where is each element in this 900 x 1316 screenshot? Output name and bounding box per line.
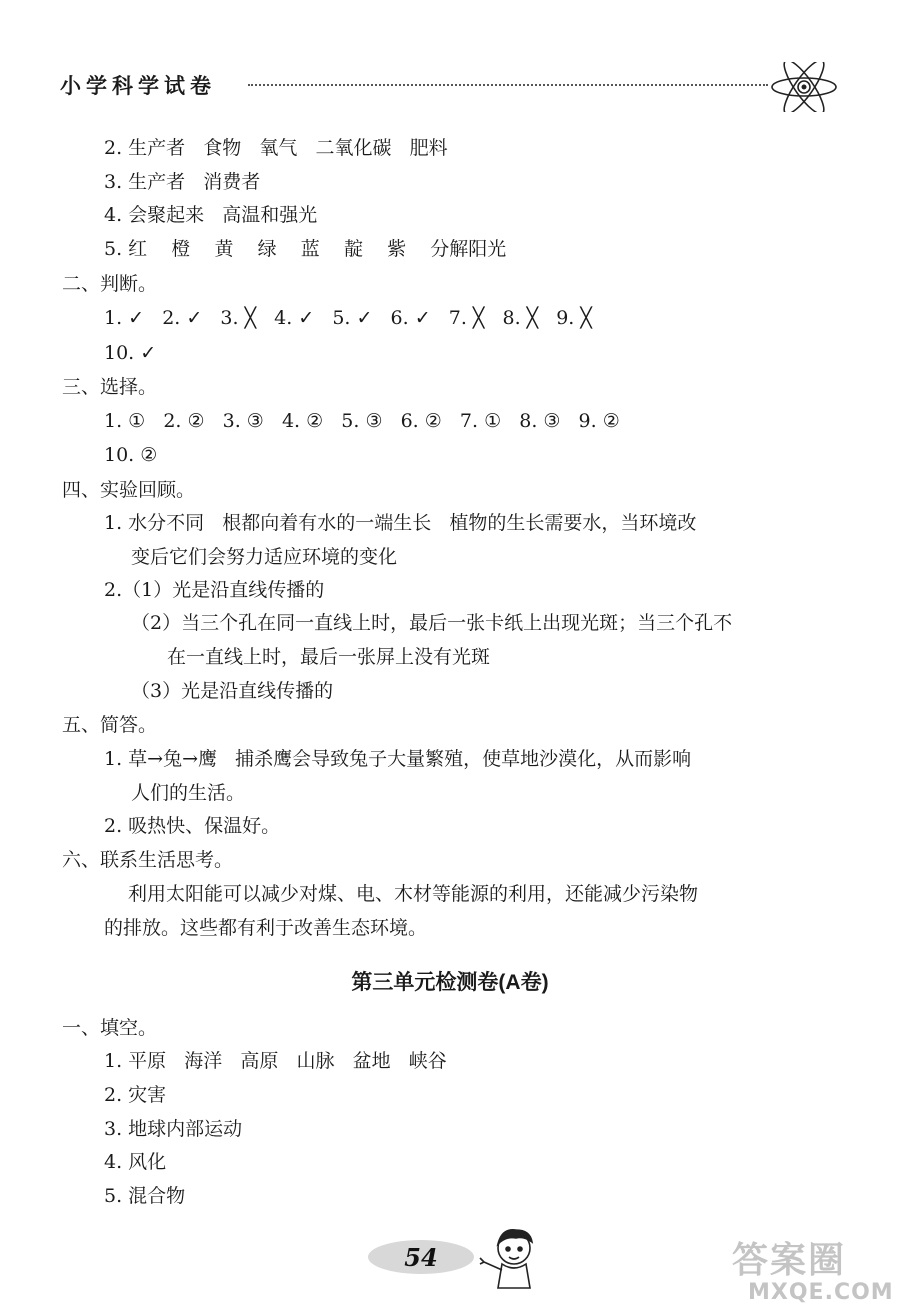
answer-paragraph: 的排放。这些都有利于改善生态环境。 <box>104 917 428 939</box>
answer-line: 5. 混合物 <box>104 1185 186 1207</box>
answer-line: 10. ✓ <box>104 342 157 364</box>
answer-line: 1. ✓ 2. ✓ 3. ╳ 4. ✓ 5. ✓ 6. ✓ 7. ╳ 8. ╳ 9. ╳ <box>104 307 592 329</box>
page-number: 54 <box>368 1240 474 1274</box>
unit-title: 第三单元检测卷(A卷) <box>351 971 549 994</box>
answer-line: 1. 平原 海洋 高原 山脉 盆地 峡谷 <box>104 1050 447 1072</box>
answer-line: 2.（1）光是沿直线传播的 <box>104 579 325 601</box>
answer-line: 2. 灾害 <box>104 1084 167 1106</box>
answer-line: （2）当三个孔在同一直线上时，最后一张卡纸上出现光斑；当三个孔不 <box>131 612 733 634</box>
watermark-url: MXQE.COM <box>748 1280 894 1305</box>
answer-line: 3. 生产者 消费者 <box>104 171 261 193</box>
watermark <box>728 1232 900 1316</box>
header-divider <box>248 84 768 86</box>
answer-paragraph: 利用太阳能可以减少对煤、电、木材等能源的利用，还能减少污染物 <box>128 883 699 905</box>
section-heading: 二、判断。 <box>62 273 158 295</box>
answer-line: 3. 地球内部运动 <box>104 1118 243 1140</box>
answer-line: 4. 风化 <box>104 1151 167 1173</box>
answer-line: 1. 水分不同 根都向着有水的一端生长 植物的生长需要水，当环境改 <box>104 512 697 534</box>
section-heading: 四、实验回顾。 <box>62 479 196 501</box>
answer-line: 在一直线上时，最后一张屏上没有光斑 <box>167 646 491 668</box>
answer-line: 人们的生活。 <box>131 782 246 804</box>
answer-line: 变后它们会努力适应环境的变化 <box>131 546 398 568</box>
answer-line: 10. ② <box>104 444 158 466</box>
answer-line: 2. 生产者 食物 氧气 二氧化碳 肥料 <box>104 137 448 159</box>
answer-line: 1. 草→兔→鹰 捕杀鹰会导致兔子大量繁殖，使草地沙漠化，从而影响 <box>104 748 692 770</box>
answer-line: 2. 吸热快、保温好。 <box>104 815 281 837</box>
answer-line: 4. 会聚起来 高温和强光 <box>104 204 318 226</box>
section-heading: 三、选择。 <box>62 376 158 398</box>
answer-line: 1. ① 2. ② 3. ③ 4. ② 5. ③ 6. ② 7. ① 8. ③ 9. ② <box>104 410 620 432</box>
section-heading: 六、联系生活思考。 <box>62 849 234 871</box>
answer-line: 5. 红 橙 黄 绿 蓝 靛 紫 分解阳光 <box>104 238 507 260</box>
watermark-logo-text: 答案圈 <box>732 1240 847 1281</box>
answer-line: （3）光是沿直线传播的 <box>131 680 334 702</box>
cartoon-boy-icon <box>478 1222 542 1292</box>
page-footer <box>360 1222 580 1292</box>
header-title: 小学科学试卷 <box>60 75 216 98</box>
section-heading: 一、填空。 <box>62 1017 158 1039</box>
section-heading: 五、简答。 <box>62 714 158 736</box>
page-header <box>60 62 850 112</box>
atom-icon <box>768 62 840 112</box>
